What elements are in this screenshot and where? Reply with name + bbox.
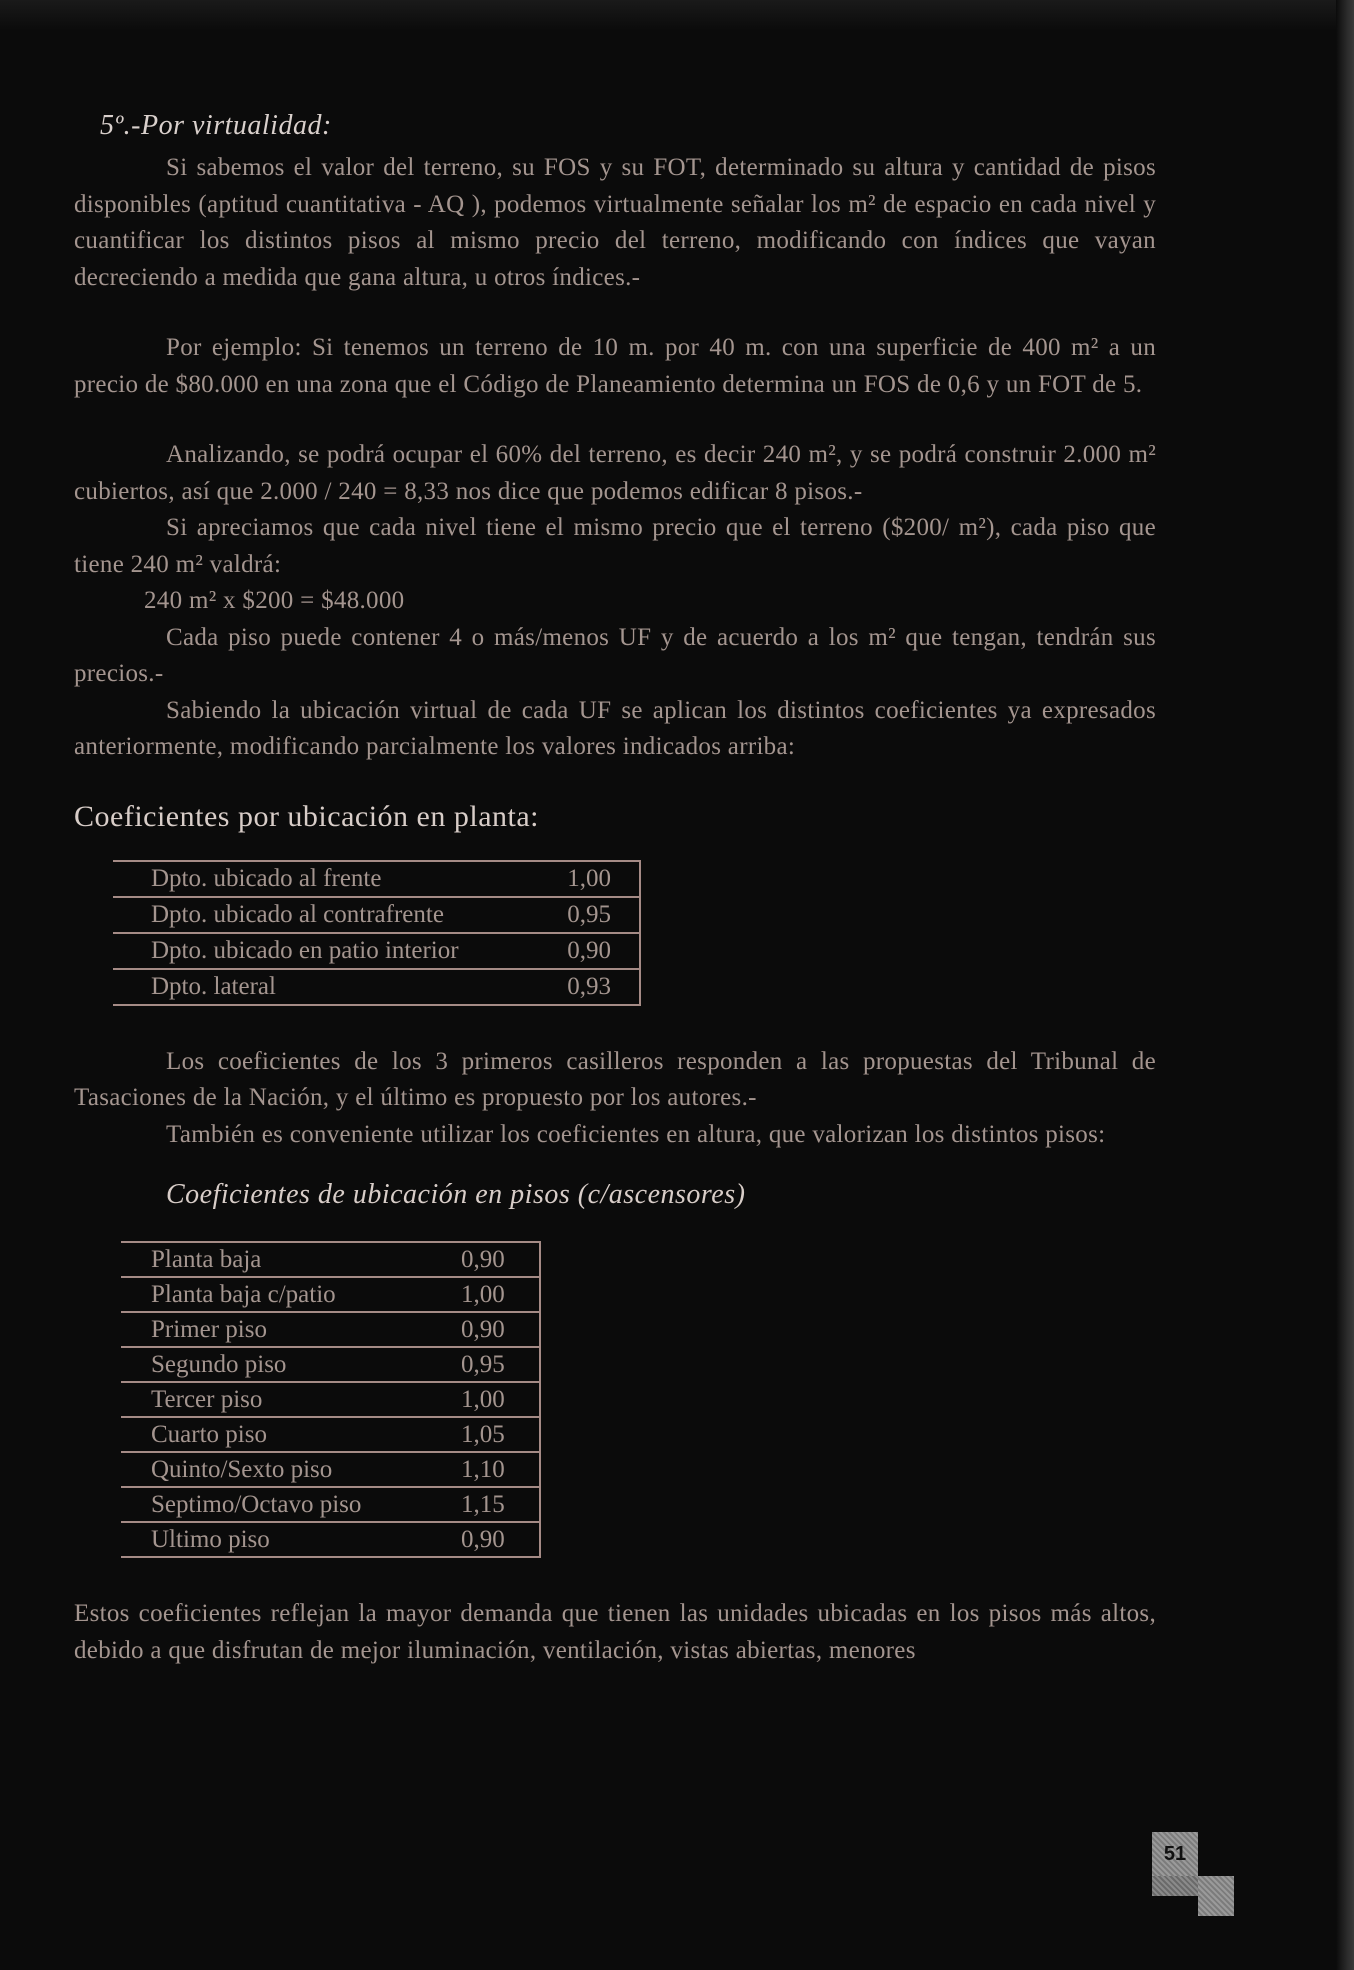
table-row xyxy=(118,1452,540,1487)
table-row xyxy=(110,861,640,897)
row-label: Dpto. lateral xyxy=(110,969,539,1005)
table-row xyxy=(118,1487,540,1522)
paragraph-virtualidad: Si sabemos el valor del terreno, su FOS y su FOT, determinado su altura y cantidad de pisos disponibles (aptitud cuantitativa - AQ ), podemos virtualmente señalar los m² de espacio en cada nivel y cuantificar los distintos pisos al mismo precio del terreno, modificando con índices que vayan decreciendo a medida que gana altura, u otros índices.- xyxy=(74,154,1156,291)
paragraph-uf: Cada piso puede contener 4 o más/menos UF y de acuerdo a los m² que tengan, tendrán sus precios.- xyxy=(74,623,1156,687)
table-row xyxy=(118,1347,540,1382)
row-coefficient: 0,90 xyxy=(461,1526,505,1553)
table-row xyxy=(110,969,640,1005)
row-coefficient: 0,90 xyxy=(427,1242,540,1277)
paragraph-tribunal: Los coeficientes de los 3 primeros casilleros responden a las propuestas del Tribunal de Tasaciones de la Nación, y el último es propuesto por los autores.- xyxy=(74,1047,1156,1111)
table-coeficientes-planta xyxy=(107,860,641,1006)
page-content xyxy=(74,110,1156,1669)
table-row xyxy=(118,1417,540,1452)
page-number: 51 xyxy=(1152,1832,1198,1876)
paragraph-demanda: Estos coeficientes reflejan la mayor demanda que tienen las unidades ubicadas en los pisos más altos, debido a que disfrutan de mejor iluminación, ventilación, vistas abiertas, menores xyxy=(74,1600,1156,1664)
page-number-block xyxy=(1152,1832,1236,1916)
paragraph-altura: También es conveniente utilizar los coeficientes en altura, que valorizan los distintos pisos: xyxy=(166,1120,1106,1148)
row-label: Dpto. ubicado al contrafrente xyxy=(110,897,539,933)
row-coefficient: 0,90 xyxy=(427,1312,540,1347)
row-label: Dpto. ubicado en patio interior xyxy=(110,933,539,969)
row-coefficient: 1,00 xyxy=(539,861,640,897)
table-row xyxy=(118,1312,540,1347)
page-edge xyxy=(1336,0,1354,1970)
paragraph-ejemplo: Por ejemplo: Si tenemos un terreno de 10 m. por 40 m. con una superficie de 400 m² a un precio de $80.000 en una zona que el Código de Planeamiento determina un FOS de 0,6 y un FOT de 5. xyxy=(74,334,1156,398)
row-coefficient: 1,15 xyxy=(427,1487,540,1522)
row-label: Tercer piso xyxy=(118,1382,427,1417)
section-title: 5º.-Por virtualidad: xyxy=(100,110,332,141)
row-coefficient: 0,95 xyxy=(427,1347,540,1382)
row-label: Segundo piso xyxy=(118,1347,427,1382)
table-row xyxy=(118,1242,540,1277)
paragraph-precio-nivel: Si apreciamos que cada nivel tiene el mismo precio que el terreno ($200/ m²), cada piso que tiene 240 m² valdrá: xyxy=(74,514,1156,578)
table-coeficientes-pisos xyxy=(115,1241,541,1558)
row-coefficient: 1,00 xyxy=(427,1382,540,1417)
row-coefficient: 0,90 xyxy=(539,933,640,969)
table-row xyxy=(110,933,640,969)
heading-planta: Coeficientes por ubicación en planta: xyxy=(74,799,539,833)
page-number-decor xyxy=(1198,1876,1234,1916)
paragraph-analizando: Analizando, se podrá ocupar el 60% del terreno, es decir 240 m², y se podrá construir 2.000 m² cubiertos, así que 2.000 / 240 = 8,33 nos dice que podemos edificar 8 pisos.- xyxy=(74,441,1156,505)
row-label: Cuarto piso xyxy=(118,1417,427,1452)
table-row xyxy=(110,897,640,933)
row-coefficient: 0,95 xyxy=(539,897,640,933)
row-coefficient: 1,00 xyxy=(427,1277,540,1312)
row-label: Ultimo piso xyxy=(118,1522,427,1557)
page-number-decor xyxy=(1152,1876,1198,1896)
table-row xyxy=(118,1382,540,1417)
formula-line: 240 m² x $200 = $48.000 xyxy=(144,587,405,614)
row-label: Primer piso xyxy=(118,1312,427,1347)
row-label: Septimo/Octavo piso xyxy=(118,1487,427,1522)
paragraph-ubicacion: Sabiendo la ubicación virtual de cada UF se aplican los distintos coeficientes ya expresados anteriormente, modificando parcialmente los valores indicados arriba: xyxy=(74,696,1156,760)
row-label: Planta baja c/patio xyxy=(118,1277,427,1312)
table-row xyxy=(118,1277,540,1312)
page-top-shadow xyxy=(0,0,1354,30)
row-label: Dpto. ubicado al frente xyxy=(110,861,539,897)
row-coefficient: 1,05 xyxy=(427,1417,540,1452)
row-coefficient: 1,10 xyxy=(427,1452,540,1487)
row-label: Quinto/Sexto piso xyxy=(118,1452,427,1487)
table-row xyxy=(118,1522,540,1557)
row-coefficient: 0,93 xyxy=(567,972,612,1000)
heading-pisos: Coeficientes de ubicación en pisos (c/ascensores) xyxy=(166,1179,746,1210)
row-label: Planta baja xyxy=(118,1242,427,1277)
